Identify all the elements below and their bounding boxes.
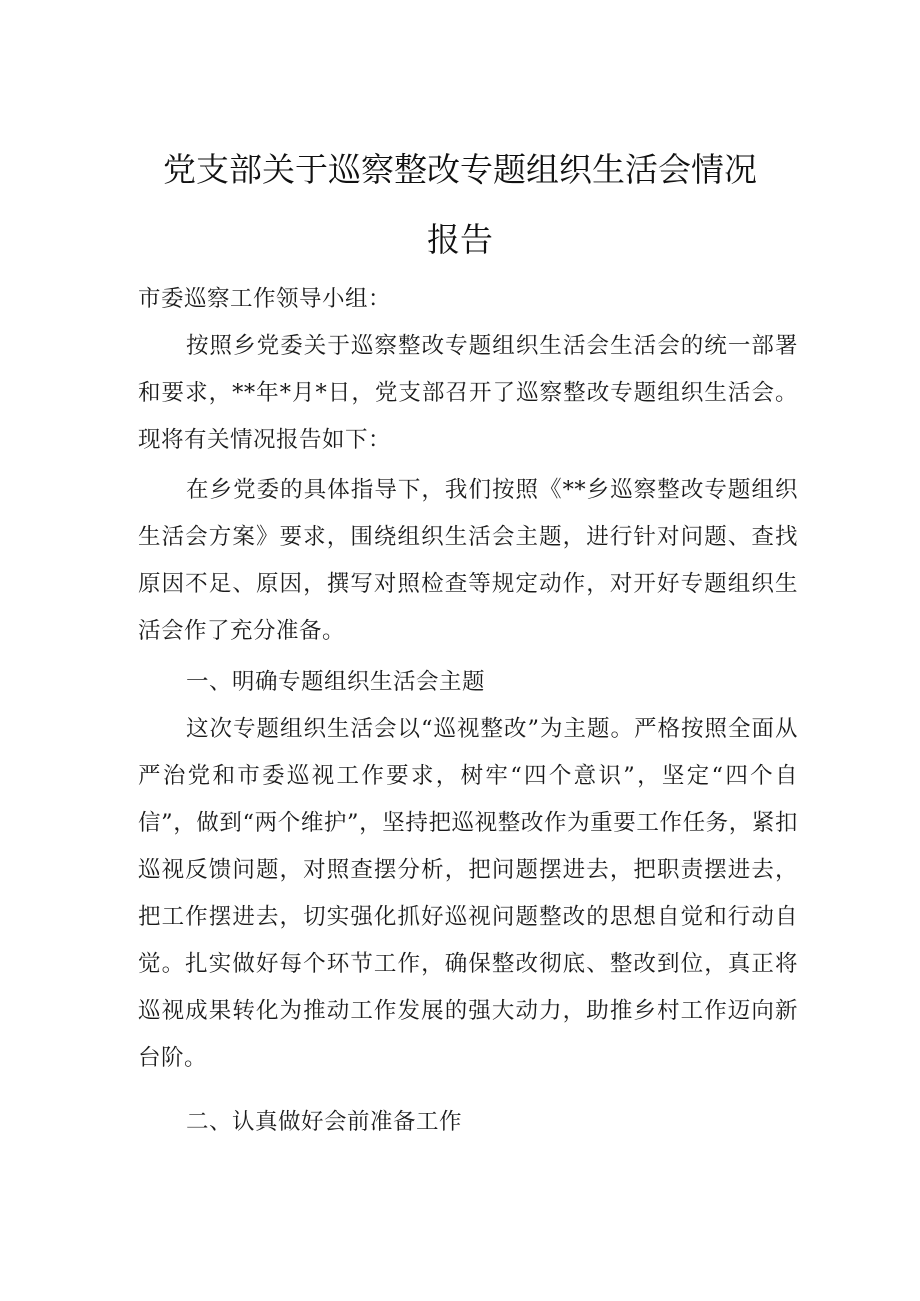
- section-heading-2: 二、认真做好会前准备工作: [186, 1109, 463, 1135]
- section-heading-1: 一、明确专题组织生活会主题: [186, 669, 486, 695]
- document-title-line2: 报告: [427, 220, 493, 259]
- paragraph-preparation: 在乡党委的具体指导下，我们按照《**乡巡察整改专题组织生活会方案》要求，围绕组织生活会主题，进行针对问题、查找原因不足、原因，撰写对照检查等规定动作，对开好专题组织生活会作了充分准备。: [138, 477, 798, 644]
- paragraph-intro: 按照乡党委关于巡察整改专题组织生活会生活会的统一部署和要求，**年*月*日，党支部召开了巡察整改专题组织生活会。现将有关情况报告如下：: [138, 333, 798, 453]
- paragraph-theme: 这次专题组织生活会以“巡视整改”为主题。严格按照全面从严治党和市委巡视工作要求，树牢“四个意识”，坚定“四个自信”，做到“两个维护”，坚持把巡视整改作为重要工作任务，紧扣巡视反馈问题，对照查摆分析，把问题摆进去，把职责摆进去，把工作摆进去，切实强化抓好巡视问题整改的思想自觉和行动自觉。扎实做好每个环节工作，确保整改彻底、整改到位，真正将巡视成果转化为推动工作发展的强大动力，助推乡村工作迈向新台阶。: [138, 716, 798, 1071]
- document-title-line1: 党支部关于巡察整改专题组织生活会情况: [163, 150, 757, 189]
- salutation: 市委巡察工作领导小组：: [138, 286, 392, 312]
